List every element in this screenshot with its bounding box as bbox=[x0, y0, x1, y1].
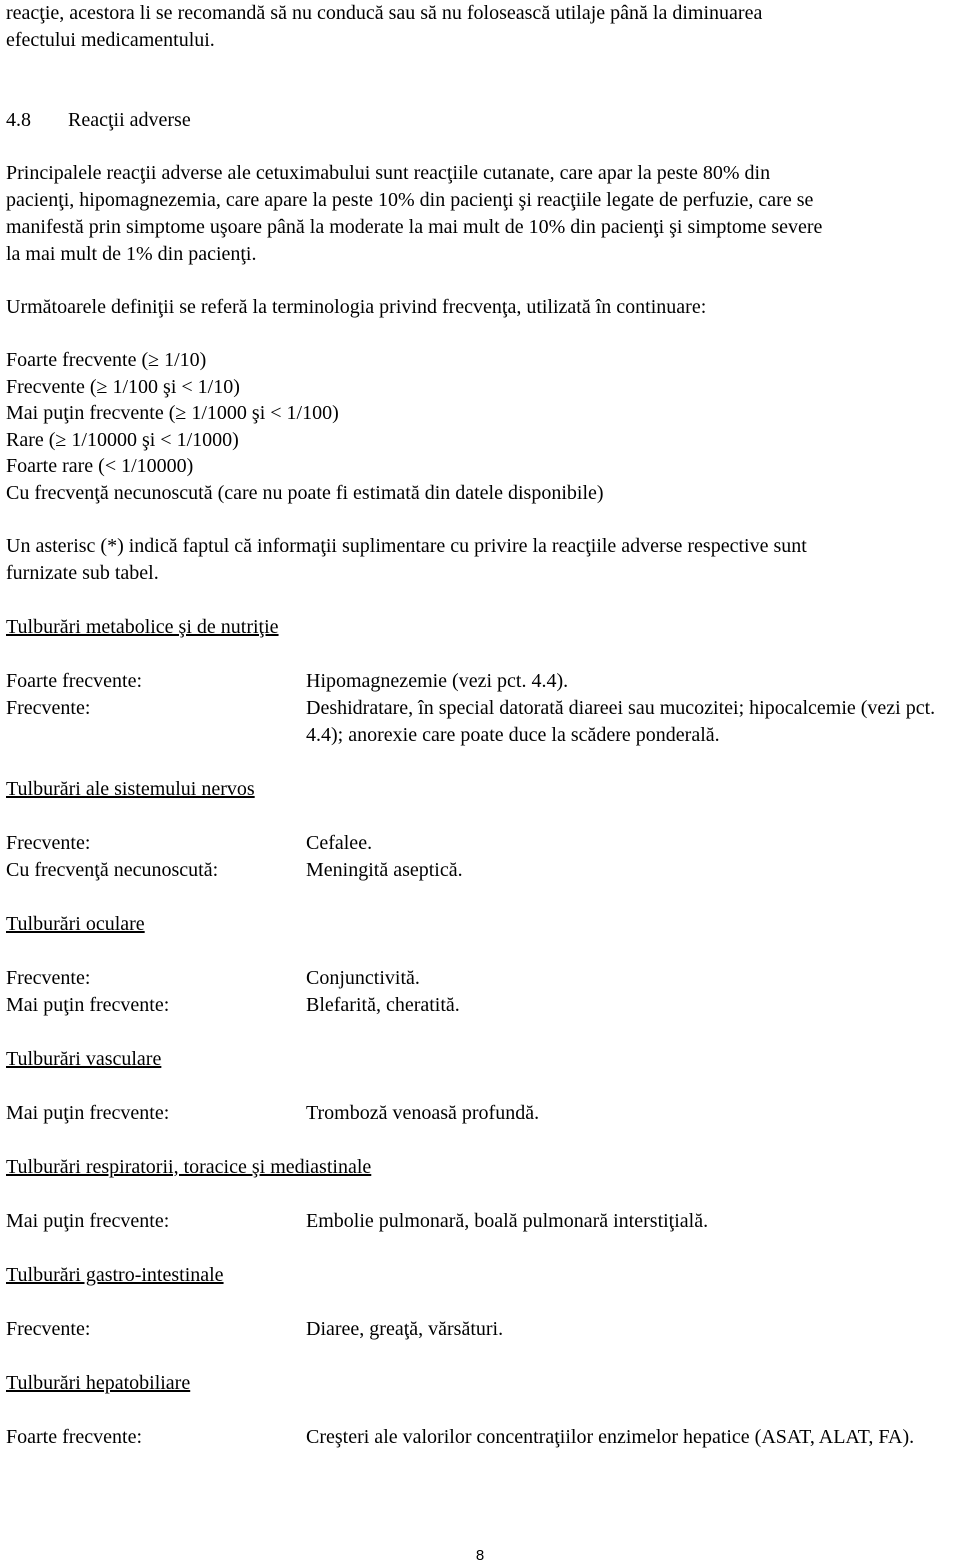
category-title: Tulburări respiratorii, toracice şi mediastinale bbox=[6, 1155, 372, 1178]
intro-paragraph bbox=[6, 0, 954, 54]
category-title: Tulburări oculare bbox=[6, 912, 145, 935]
category-title: Tulburări ale sistemului nervos bbox=[6, 777, 255, 800]
asterisk-note-line: Un asterisc (*) indică faptul că informaţii suplimentare cu privire la reacţiile adverse respective sunt bbox=[6, 534, 807, 557]
category-rows bbox=[6, 668, 954, 749]
reaction-row bbox=[6, 857, 954, 884]
reaction-text: Creşteri ale valorilor concentraţiilor enzimelor hepatice (ASAT, ALAT, FA). bbox=[306, 1425, 915, 1448]
category-title: Tulburări gastro-intestinale bbox=[6, 1263, 224, 1286]
frequency-label: Foarte frecvente: bbox=[6, 1425, 143, 1448]
reaction-text: Cefalee. bbox=[306, 831, 373, 854]
frequency-definition: Cu frecvenţă necunoscută (care nu poate fi estimată din datele disponibile) bbox=[6, 481, 604, 504]
definitions-intro bbox=[6, 294, 954, 321]
category-nervous-system bbox=[6, 776, 954, 884]
category-rows bbox=[6, 1424, 954, 1451]
category-rows bbox=[6, 1100, 954, 1127]
summary-line: pacienţi, hipomagnezemia, care apare la peste 10% din pacienţi şi reacţiile legate de perfuzie, care se bbox=[6, 189, 814, 211]
frequency-definition: Foarte rare (< 1/10000) bbox=[6, 455, 194, 478]
category-rows bbox=[6, 965, 954, 1019]
category-title: Tulburări vasculare bbox=[6, 1047, 162, 1070]
reaction-text: Embolie pulmonară, boală pulmonară interstiţială. bbox=[306, 1209, 709, 1232]
frequency-label: Foarte frecvente: bbox=[6, 669, 143, 692]
asterisk-note-line: furnizate sub tabel. bbox=[6, 561, 159, 584]
summary-line: la mai mult de 1% din pacienţi. bbox=[6, 243, 257, 265]
summary-paragraph bbox=[6, 160, 954, 268]
category-title: Tulburări metabolice şi de nutriţie bbox=[6, 615, 279, 638]
frequency-label: Frecvente: bbox=[6, 1317, 91, 1340]
page-number: 8 bbox=[475, 1547, 485, 1564]
category-rows bbox=[6, 1316, 954, 1343]
frequency-definition: Rare (≥ 1/10000 şi < 1/1000) bbox=[6, 428, 239, 451]
reaction-text: Hipomagnezemie (vezi pct. 4.4). bbox=[306, 669, 569, 692]
frequency-label: Frecvente: bbox=[6, 696, 91, 719]
reaction-row bbox=[6, 1100, 954, 1127]
category-rows bbox=[6, 830, 954, 884]
reaction-text: Meningită aseptică. bbox=[306, 858, 463, 881]
frequency-label: Mai puţin frecvente: bbox=[6, 1209, 170, 1232]
frequency-label: Frecvente: bbox=[6, 966, 91, 989]
frequency-definition: Foarte frecvente (≥ 1/10) bbox=[6, 349, 207, 371]
frequency-definition: Mai puţin frecvente (≥ 1/1000 şi < 1/100) bbox=[6, 402, 339, 425]
frequency-label: Cu frecvenţă necunoscută: bbox=[6, 858, 219, 881]
frequency-label: Mai puţin frecvente: bbox=[6, 993, 170, 1016]
reaction-row bbox=[6, 965, 954, 992]
intro-line: reacţie, acestora li se recomandă să nu conducă sau să nu folosească utilaje până la diminuarea bbox=[6, 2, 763, 24]
section-number: 4.8 bbox=[6, 109, 31, 131]
asterisk-note bbox=[6, 533, 954, 587]
reaction-row bbox=[6, 992, 954, 1019]
category-gastrointestinal bbox=[6, 1262, 954, 1343]
reaction-text: Diaree, greaţă, vărsături. bbox=[306, 1317, 504, 1340]
category-vascular bbox=[6, 1046, 954, 1127]
category-ocular bbox=[6, 911, 954, 1019]
frequency-label: Frecvente: bbox=[6, 831, 91, 854]
reaction-row bbox=[6, 830, 954, 857]
reaction-text: Conjunctivită. bbox=[306, 966, 420, 989]
intro-line: efectului medicamentului. bbox=[6, 29, 215, 51]
section-title: Reacţii adverse bbox=[68, 109, 191, 131]
reaction-row bbox=[6, 1424, 954, 1451]
summary-line: Principalele reacţii adverse ale cetuximabului sunt reacţiile cutanate, care apar la peste 80% din bbox=[6, 162, 771, 184]
reaction-row bbox=[6, 1316, 954, 1343]
category-hepatobiliary bbox=[6, 1370, 954, 1451]
reaction-row bbox=[6, 668, 954, 695]
category-respiratory bbox=[6, 1154, 954, 1235]
section-heading bbox=[6, 107, 954, 134]
category-metabolism bbox=[6, 614, 954, 749]
category-rows bbox=[6, 1208, 954, 1235]
category-title: Tulburări hepatobiliare bbox=[6, 1371, 191, 1394]
summary-line: manifestă prin simptome uşoare până la moderate la mai mult de 10% din pacienţi şi simptome severe bbox=[6, 216, 823, 238]
document-page bbox=[6, 0, 954, 1451]
reaction-text: Blefarită, cheratită. bbox=[306, 993, 460, 1016]
frequency-definition: Frecvente (≥ 1/100 şi < 1/10) bbox=[6, 375, 240, 398]
definitions-intro-text: Următoarele definiţii se referă la terminologia privind frecvenţa, utilizată în continuare: bbox=[6, 296, 707, 318]
frequency-definitions-list bbox=[6, 347, 954, 507]
reaction-row bbox=[6, 695, 954, 749]
reaction-row bbox=[6, 1208, 954, 1235]
frequency-label: Mai puţin frecvente: bbox=[6, 1101, 170, 1124]
reaction-text: Tromboză venoasă profundă. bbox=[306, 1101, 540, 1124]
reaction-text: Deshidratare, în special datorată diareei sau mucozitei; hipocalcemie (vezi pct. 4.4); anorexie care poate duce la scădere ponderală. bbox=[306, 696, 936, 746]
